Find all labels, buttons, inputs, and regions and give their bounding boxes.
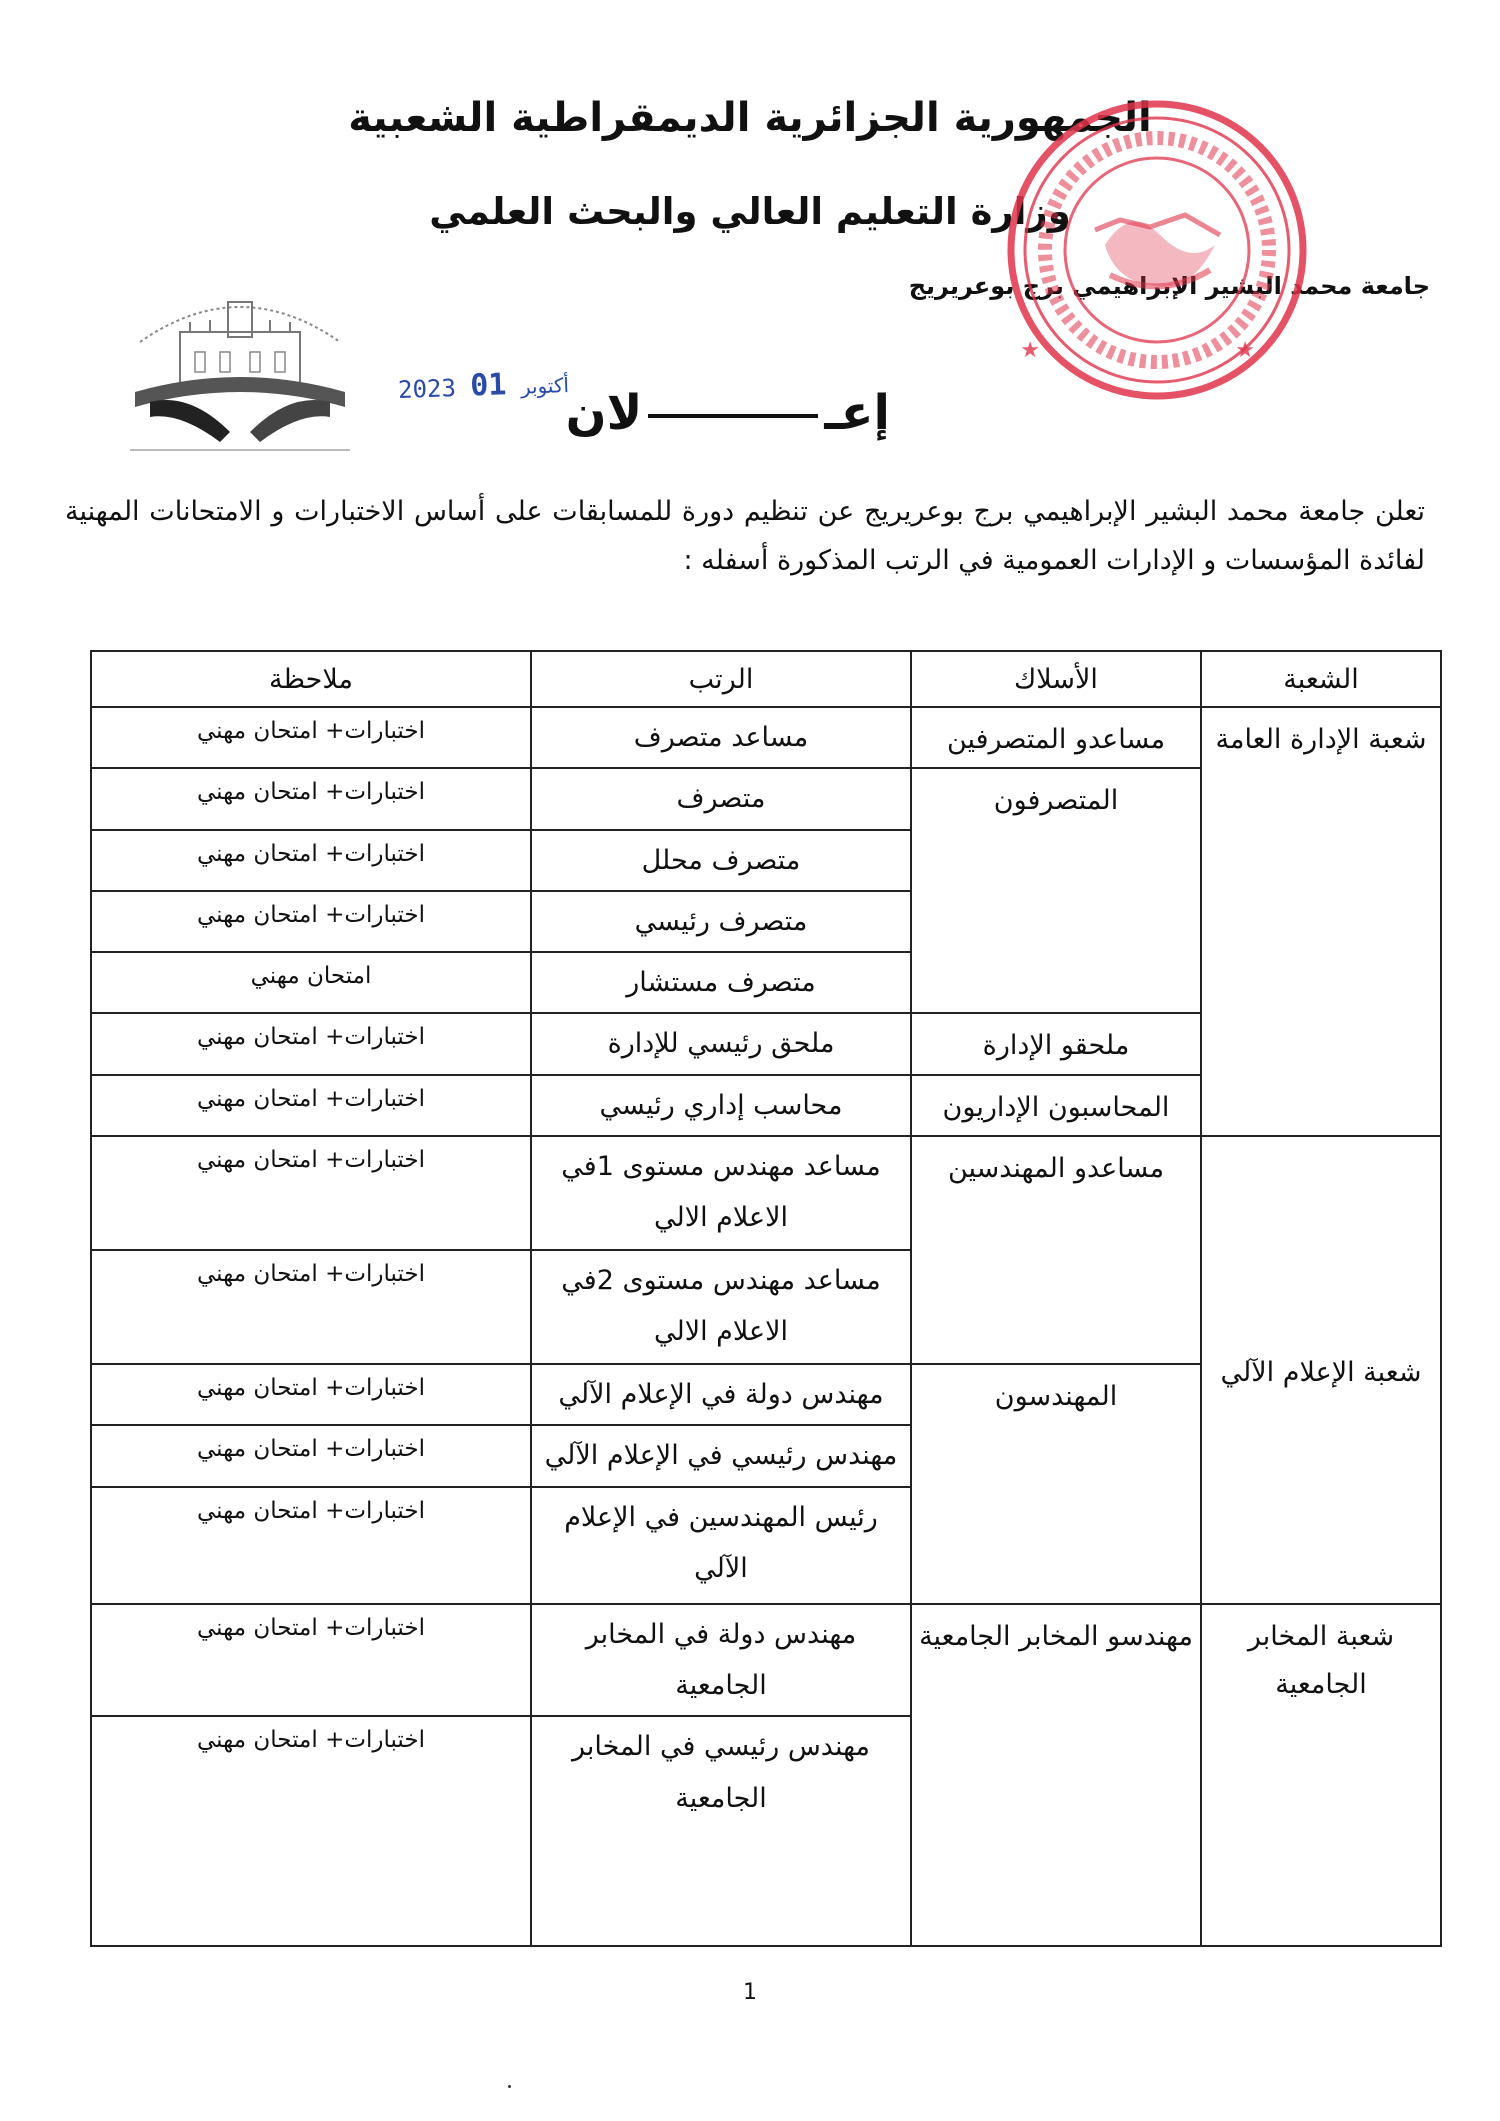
note-cell: اختبارات+ امتحان مهني [91,1364,531,1425]
date-year: 2023 [397,373,457,404]
announcement-title-start: إعـ [824,385,890,441]
note-cell: اختبارات+ امتحان مهني [91,1250,531,1364]
corps-cell: المتصرفون [911,768,1201,1013]
note-cell: اختبارات+ امتحان مهني [91,830,531,891]
official-stamp [1000,95,1315,405]
grade-cell: مساعد متصرف [531,707,911,768]
grade-cell: رئيس المهندسين في الإعلام الآلي [531,1487,911,1604]
grade-cell: محاسب إداري رئيسي [531,1075,911,1136]
note-cell: اختبارات+ امتحان مهني [91,1604,531,1717]
grade-cell: مهندس رئيسي في الإعلام الآلي [531,1425,911,1486]
header-grade: الرتب [531,651,911,707]
grade-cell: متصرف رئيسي [531,891,911,952]
table-row [91,707,1441,768]
university-logo [120,282,360,457]
announcement-title [566,385,890,441]
note-cell: امتحان مهني [91,952,531,1013]
note-cell: اختبارات+ امتحان مهني [91,768,531,829]
university-name: جامعة محمد البشير الإبراهيمي برج بوعريريج [908,272,1430,300]
date-day: 01 [469,367,507,404]
announcement-intro: تعلن جامعة محمد البشير الإبراهيمي برج بوعريريج عن تنظيم دورة للمسابقات على أساس الاختبارات و الامتحانات المهنية لفائدة المؤسسات و الإدارات العمومية في الرتب المذكورة أسفله : [65,496,1425,576]
note-cell: اختبارات+ امتحان مهني [91,1013,531,1074]
note-cell: اختبارات+ امتحان مهني [91,1716,531,1946]
svg-text:★: ★ [1235,338,1255,363]
note-cell: اختبارات+ امتحان مهني [91,1136,531,1250]
grade-cell: مساعد مهندس مستوى 2في الاعلام الالي [531,1250,911,1364]
corps-cell: المحاسبون الإداريون [911,1075,1201,1136]
page-number: 1 [743,1980,757,2005]
scan-speck [508,2085,511,2088]
note-cell: اختبارات+ امتحان مهني [91,1487,531,1604]
ministry-title: وزارة التعليم العالي والبحث العلمي [429,190,1071,233]
branch-cell: شعبة المخابر الجامعية [1201,1604,1441,1947]
branch-cell: شعبة الإدارة العامة [1201,707,1441,1136]
header-branch: الشعبة [1201,651,1441,707]
grade-cell: متصرف محلل [531,830,911,891]
grade-cell: مهندس دولة في المخابر الجامعية [531,1604,911,1717]
branch-cell: شعبة الإعلام الآلي [1201,1136,1441,1604]
corps-cell: مساعدو المهندسين [911,1136,1201,1364]
corps-cell: مهندسو المخابر الجامعية [911,1604,1201,1947]
announcement-title-end: لان [565,385,643,441]
title-kashida [648,414,818,418]
header-note: ملاحظة [91,651,531,707]
date-month: أكتوبر [520,373,570,399]
note-cell: اختبارات+ امتحان مهني [91,1425,531,1486]
grade-cell: مهندس رئيسي في المخابر الجامعية [531,1716,911,1946]
table-header-row [91,651,1441,707]
grade-cell: متصرف [531,768,911,829]
table-row [91,1604,1441,1717]
positions-table [90,650,1442,1947]
grade-cell: متصرف مستشار [531,952,911,1013]
grade-cell: ملحق رئيسي للإدارة [531,1013,911,1074]
note-cell: اختبارات+ امتحان مهني [91,891,531,952]
grade-cell: مساعد مهندس مستوى 1في الاعلام الالي [531,1136,911,1250]
corps-cell: مساعدو المتصرفين [911,707,1201,768]
header-corps: الأسلاك [911,651,1201,707]
corps-cell: ملحقو الإدارة [911,1013,1201,1074]
corps-cell: المهندسون [911,1364,1201,1604]
note-cell: اختبارات+ امتحان مهني [91,707,531,768]
svg-text:★: ★ [1020,338,1040,363]
date-stamp [397,365,569,406]
table-row [91,1136,1441,1250]
note-cell: اختبارات+ امتحان مهني [91,1075,531,1136]
grade-cell: مهندس دولة في الإعلام الآلي [531,1364,911,1425]
republic-title: الجمهورية الجزائرية الديمقراطية الشعبية [348,95,1152,141]
